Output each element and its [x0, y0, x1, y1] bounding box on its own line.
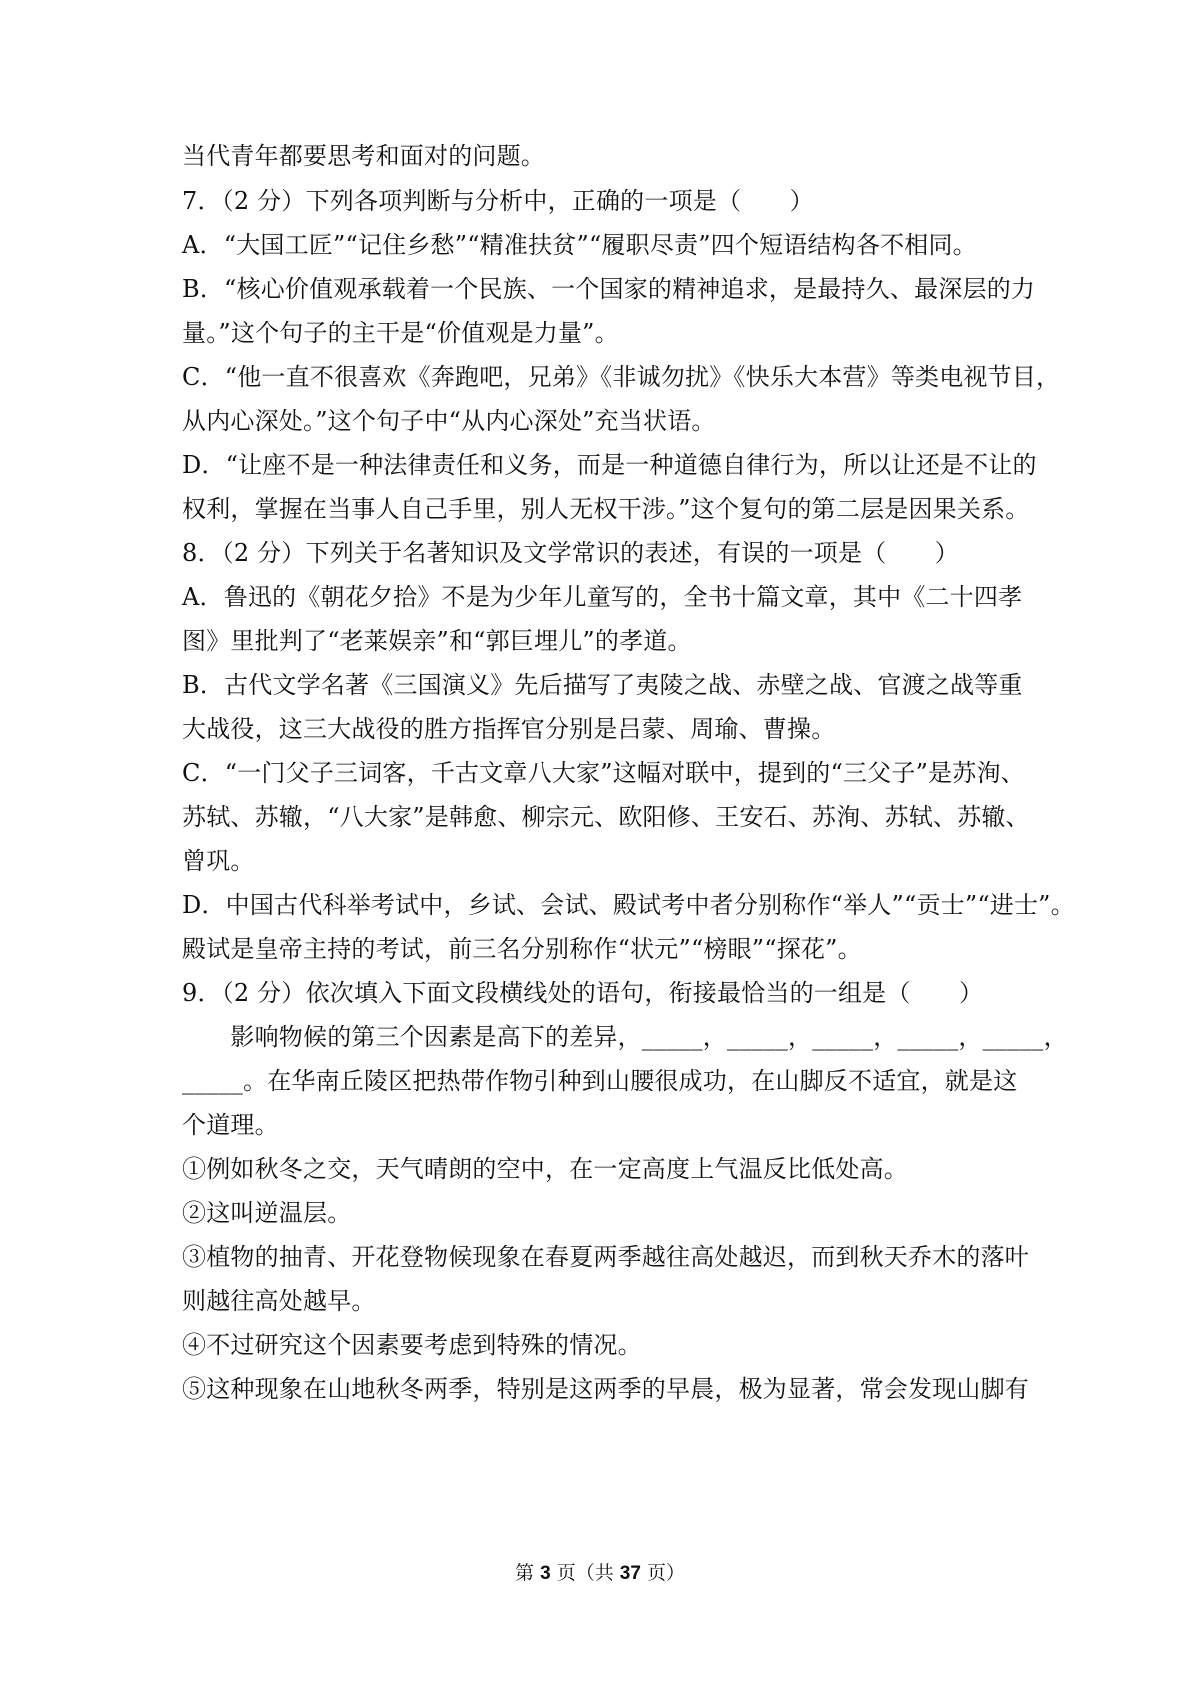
text-line: 权利，掌握在当事人自己手里，别人无权干涉。”这个复句的第二层是因果关系。 — [182, 495, 1030, 523]
text-line: 曾巩。 — [182, 847, 255, 875]
question-9-stem: 9．（2 分）依次填入下面文段横线处的语句，衔接最恰当的一组是（ ） — [182, 979, 984, 1007]
text-line: 苏轼、苏辙，“八大家”是韩愈、柳宗元、欧阳修、王安石、苏洵、苏轼、苏辙、 — [182, 803, 1030, 831]
footer-suffix: 页） — [646, 1562, 685, 1584]
sentence-1: ①例如秋冬之交，天气晴朗的空中，在一定高度上气温反比低处高。 — [182, 1155, 908, 1183]
question-8-stem: 8．（2 分）下列关于名著知识及文学常识的表述，有误的一项是（ ） — [182, 539, 959, 567]
sentence-5: ⑤这种现象在山地秋冬两季，特别是这两季的早晨，极为显著，常会发现山脚有 — [182, 1375, 1029, 1403]
footer-page-number: 3 — [540, 1563, 551, 1584]
text-line: 个道理。 — [182, 1111, 279, 1139]
question-8-option-a: A．鲁迅的《朝花夕拾》不是为少年儿童写的，全书十篇文章，其中《二十四孝 — [182, 583, 1023, 611]
question-7-option-c: C．“他一直不很喜欢《奔跑吧，兄弟》《非诚勿扰》《快乐大本营》等类电视节目， — [182, 363, 1061, 391]
question-8-option-d: D．中国古代科举考试中，乡试、会试、殿试考中者分别称作“举人”“贡士”“进士”。 — [182, 891, 1075, 919]
text-line: 则越往高处越早。 — [182, 1287, 376, 1315]
text-line: 量。”这个句子的主干是“价值观是力量”。 — [182, 319, 619, 347]
text-line: 从内心深处。”这个句子中“从内心深处”充当状语。 — [182, 407, 716, 435]
page-footer — [0, 1560, 1200, 1587]
sentence-3: ③植物的抽青、开花登物候现象在春夏两季越往高处越迟，而到秋天乔木的落叶 — [182, 1243, 1029, 1271]
question-7-stem: 7．（2 分）下列各项判断与分析中，正确的一项是（ ） — [182, 187, 814, 215]
text-line: 大战役，这三大战役的胜方指挥官分别是吕蒙、周瑜、曹操。 — [182, 715, 836, 743]
question-7-option-b: B．“核心价值观承载着一个民族、一个国家的精神追求，是最持久、最深层的力 — [182, 275, 1036, 303]
footer-prefix: 第 — [515, 1562, 535, 1584]
question-7-option-a: A．“大国工匠”“记住乡愁”“精准扶贫”“履职尽责”四个短语结构各不相同。 — [182, 231, 977, 259]
footer-total-pages: 37 — [619, 1563, 641, 1584]
text-line: 殿试是皇帝主持的考试，前三名分别称作“状元”“榜眼”“探花”。 — [182, 935, 862, 963]
question-8-option-c: C．“一门父子三词客，千古文章八大家”这幅对联中，提到的“三父子”是苏洵、 — [182, 759, 1025, 787]
text-line: 图》里批判了“老莱娱亲”和“郭巨埋儿”的孝道。 — [182, 627, 692, 655]
text-line: 当代青年都要思考和面对的问题。 — [182, 142, 545, 170]
text-line: _____。在华南丘陵区把热带作物引种到山腰很成功，在山脚反不适宜，就是这 — [182, 1067, 1018, 1095]
question-9-passage: 影响物候的第三个因素是高下的差异，_____，_____，_____，_____，_____， — [182, 1023, 1068, 1051]
footer-middle: 页（共 — [556, 1562, 614, 1584]
question-7-option-d: D．“让座不是一种法律责任和义务，而是一种道德自律行为，所以让还是不让的 — [182, 451, 1037, 479]
sentence-4: ④不过研究这个因素要考虑到特殊的情况。 — [182, 1331, 642, 1359]
sentence-2: ②这叫逆温层。 — [182, 1199, 352, 1227]
question-8-option-b: B．古代文学名著《三国演义》先后描写了夷陵之战、赤壁之战、官渡之战等重 — [182, 671, 1023, 699]
